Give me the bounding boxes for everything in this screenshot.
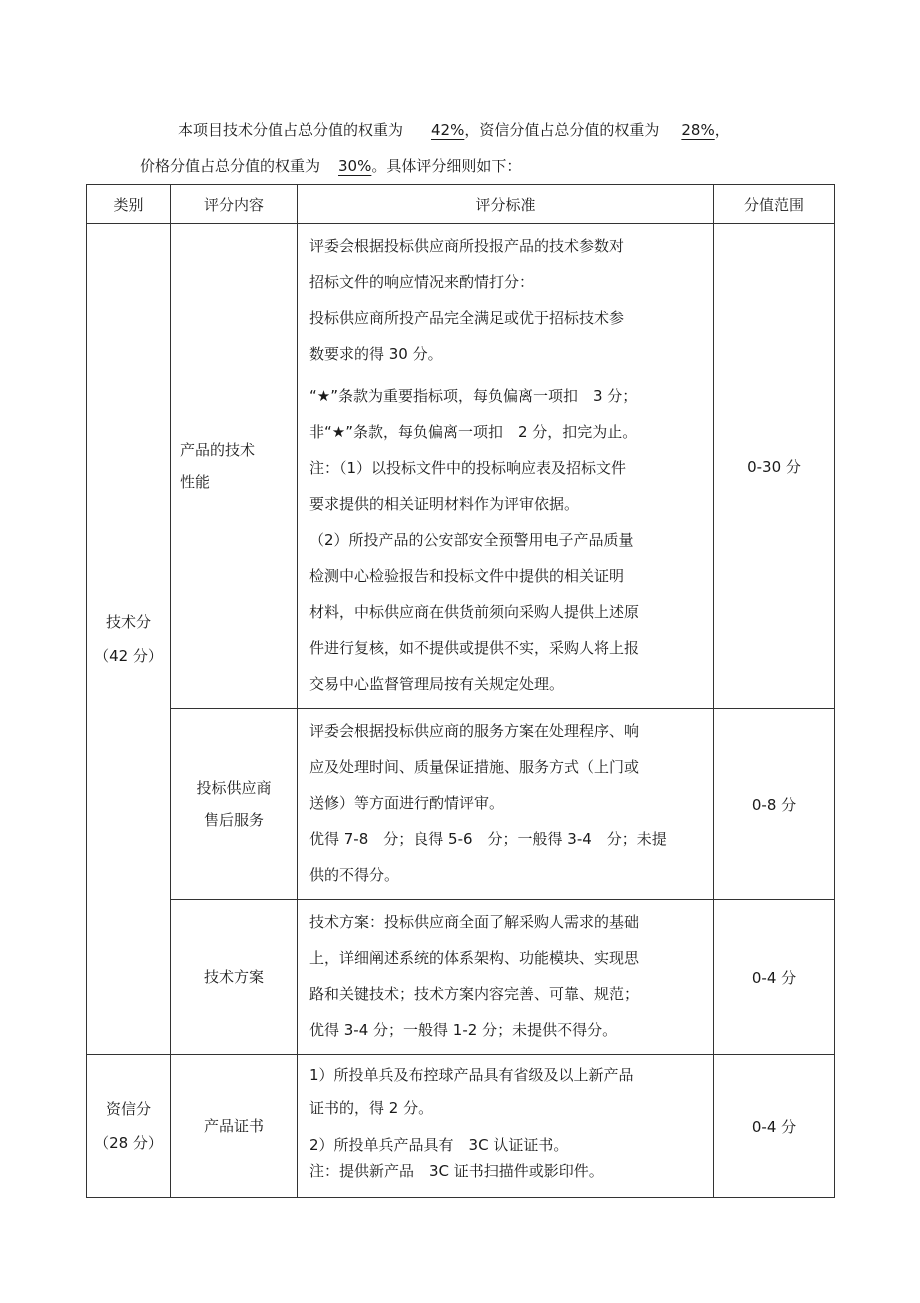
intro-text: 。具体评分细则如下： bbox=[371, 157, 522, 175]
category-points: （28 分） bbox=[94, 1134, 163, 1152]
criteria-line: 路和关键技术；技术方案内容完善、可靠、规范； bbox=[309, 985, 640, 1003]
criteria-line: 招标文件的响应情况来酌情打分： bbox=[309, 273, 535, 291]
table-row bbox=[87, 709, 835, 900]
range-after-sales: 0-8 分 bbox=[714, 709, 835, 900]
table-row bbox=[87, 224, 835, 709]
criteria-line: （2）所投产品的公安部安全预警用电子产品质量 bbox=[309, 531, 634, 549]
intro-text: 本项目技术分值占总分值的权重为 bbox=[178, 121, 404, 139]
item-label: 产品证书 bbox=[203, 1117, 264, 1135]
item-product-certificate bbox=[171, 1055, 298, 1198]
item-label: 产品的技术 bbox=[180, 441, 256, 459]
criteria-line: 检测中心检验报告和投标文件中提供的相关证明 bbox=[309, 567, 625, 585]
table-row bbox=[87, 1055, 835, 1198]
criteria-line: 2）所投单兵产品具有 3C 认证证书。 bbox=[309, 1136, 569, 1154]
header-criteria: 评分标准 bbox=[298, 185, 714, 224]
range-product-performance: 0-30 分 bbox=[714, 224, 835, 709]
header-category: 类别 bbox=[87, 185, 171, 224]
item-label: 售后服务 bbox=[203, 811, 264, 829]
criteria-line: 要求提供的相关证明材料作为评审依据。 bbox=[309, 495, 580, 513]
credit-weight-value: 28% bbox=[681, 121, 715, 139]
item-product-performance bbox=[171, 224, 298, 709]
criteria-line: 优得 7-8 分；良得 5-6 分；一般得 3-4 分；未提 bbox=[309, 830, 667, 848]
criteria-line: 评委会根据投标供应商的服务方案在处理程序、响 bbox=[309, 722, 640, 740]
intro-line-2 bbox=[140, 155, 521, 176]
criteria-line: 上，详细阐述系统的体系架构、功能模块、实现思 bbox=[309, 949, 640, 967]
scoring-table bbox=[86, 184, 835, 1198]
table-row bbox=[87, 900, 835, 1055]
table-header-row bbox=[87, 185, 835, 224]
criteria-line: 技术方案：投标供应商全面了解采购人需求的基础 bbox=[309, 913, 640, 931]
category-name: 资信分 bbox=[105, 1100, 151, 1118]
criteria-line: 评委会根据投标供应商所投报产品的技术参数对 bbox=[309, 237, 625, 255]
range-technical-solution: 0-4 分 bbox=[714, 900, 835, 1055]
criteria-line: 1）所投单兵及布控球产品具有省级及以上新产品 bbox=[309, 1066, 634, 1084]
criteria-after-sales bbox=[298, 709, 714, 900]
criteria-line: 优得 3-4 分；一般得 1-2 分；未提供不得分。 bbox=[309, 1021, 618, 1039]
criteria-line: “★”条款为重要指标项，每负偏离一项扣 3 分； bbox=[309, 387, 638, 405]
criteria-line: 件进行复核，如不提供或提供不实，采购人将上报 bbox=[309, 639, 640, 657]
criteria-line: 材料，中标供应商在供货前须向采购人提供上述原 bbox=[309, 603, 640, 621]
criteria-product-certificate bbox=[298, 1055, 714, 1198]
criteria-line: 注：（1）以投标文件中的投标响应表及招标文件 bbox=[309, 459, 627, 477]
item-label: 技术方案 bbox=[203, 968, 264, 986]
criteria-line: 交易中心监督管理局按有关规定处理。 bbox=[309, 675, 565, 693]
criteria-line: 投标供应商所投产品完全满足或优于招标技术参 bbox=[309, 309, 625, 327]
category-name: 技术分 bbox=[105, 613, 151, 631]
price-weight-value: 30% bbox=[338, 157, 372, 175]
header-range: 分值范围 bbox=[714, 185, 835, 224]
item-after-sales bbox=[171, 709, 298, 900]
criteria-line: 供的不得分。 bbox=[309, 866, 400, 884]
range-product-certificate: 0-4 分 bbox=[714, 1055, 835, 1198]
intro-line-1 bbox=[178, 119, 730, 140]
category-points: （42 分） bbox=[94, 647, 163, 665]
category-tech bbox=[87, 224, 171, 1055]
tech-weight-value: 42% bbox=[431, 121, 465, 139]
intro-text: ，资信分值占总分值的权重为 bbox=[464, 121, 660, 139]
criteria-line: 注：提供新产品 3C 证书扫描件或影印件。 bbox=[309, 1162, 604, 1180]
criteria-line: 送修）等方面进行酌情评审。 bbox=[309, 794, 505, 812]
criteria-technical-solution bbox=[298, 900, 714, 1055]
criteria-line: 非“★”条款，每负偏离一项扣 2 分，扣完为止。 bbox=[309, 423, 638, 441]
item-technical-solution bbox=[171, 900, 298, 1055]
intro-text: ， bbox=[714, 121, 730, 139]
category-credential bbox=[87, 1055, 171, 1198]
item-label: 性能 bbox=[180, 473, 211, 491]
intro-text: 价格分值占总分值的权重为 bbox=[140, 157, 321, 175]
criteria-product-performance bbox=[298, 224, 714, 709]
criteria-line: 应及处理时间、质量保证措施、服务方式（上门或 bbox=[309, 758, 640, 776]
header-content: 评分内容 bbox=[171, 185, 298, 224]
criteria-line: 数要求的得 30 分。 bbox=[309, 345, 443, 363]
criteria-line: 证书的，得 2 分。 bbox=[309, 1099, 434, 1117]
item-label: 投标供应商 bbox=[196, 779, 272, 797]
